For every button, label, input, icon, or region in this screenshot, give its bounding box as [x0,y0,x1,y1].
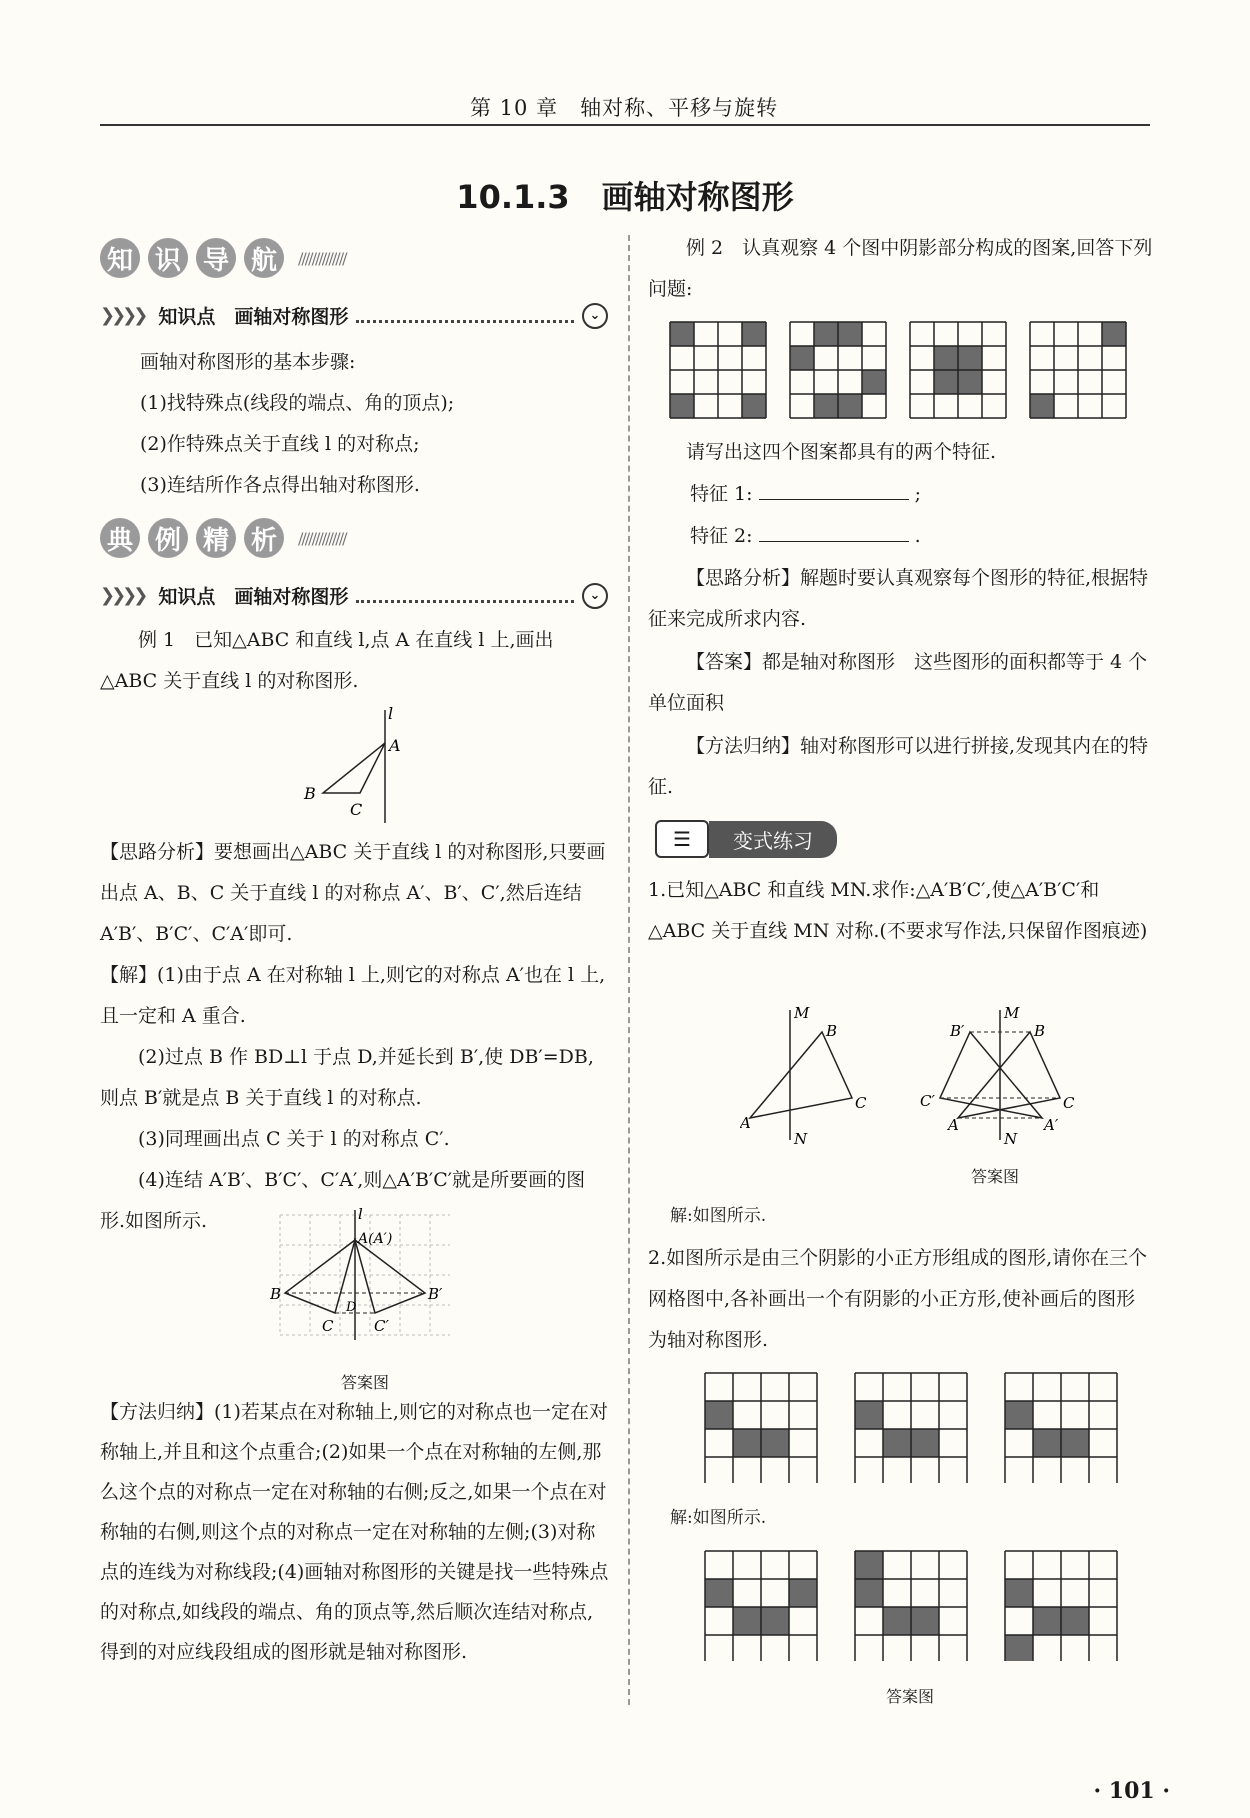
svg-text:C: C [1063,1094,1075,1112]
example-2-analysis: 【思路分析】解题时要认真观察每个图形的特征,根据特征来完成所求内容. [648,567,1149,630]
dotted-leader [356,588,574,603]
label-A: A [389,736,401,755]
section-banner-knowledge [100,238,345,278]
shaded-cell [958,370,982,394]
banner-char: 精 [196,518,236,558]
example-2-question: 请写出这四个图案都具有的两个特征. [686,441,997,463]
shaded-cell [1005,1579,1033,1607]
shaded-cell [934,370,958,394]
question-1-caption: 答案图 [970,1167,1019,1186]
feature-1-row [690,474,990,515]
question-1-figure [740,1000,1110,1150]
banner-decoration: ////////////// [298,528,346,548]
solution-step: (2)过点 B 作 BD⊥l 于点 D,并延长到 B′,使 DB′=DB,则点 B′就是点 B 关于直线 l 的对称点. [100,1046,594,1109]
label-B: B [304,784,316,803]
arrows-icon: ❯❯❯❯ [100,305,145,326]
svg-text:B′: B′ [950,1022,965,1040]
shaded-cell [789,1579,817,1607]
shaded-cell [1033,1429,1061,1457]
solution-step: (3)同理画出点 C 关于 l 的对称点 C′. [138,1128,450,1150]
svg-text:N: N [794,1130,808,1148]
shaded-cell [742,394,766,418]
column-divider [628,235,630,1705]
variant-practice-banner [655,820,837,858]
shaded-cell [1005,1635,1033,1661]
shaded-cell [883,1429,911,1457]
feature-1-end: ; [914,483,922,505]
question-2-answer-grids [700,1546,1130,1661]
shaded-cell [883,1607,911,1635]
shaded-cell [838,322,862,346]
shaded-cell [1005,1401,1033,1429]
dotted-leader [356,308,574,323]
shaded-cell [1030,394,1054,418]
chapter-header: 第 10 章 轴对称、平移与旋转 [470,96,779,120]
shaded-cell [670,322,694,346]
page-title: 10.1.3 画轴对称图形 [456,178,794,216]
question-2-solution: 解:如图所示. [670,1508,767,1528]
label-C: C [350,800,363,819]
shaded-cell [733,1607,761,1635]
notebook-icon: ☰ [655,820,709,858]
label-Bp: B′ [428,1285,443,1303]
question-2-caption: 答案图 [885,1687,934,1706]
knowledge-point-2 [100,582,608,609]
shaded-cell [790,346,814,370]
step-item: (1)找特殊点(线段的端点、角的顶点); [140,392,455,414]
label-A: A(A′) [358,1231,393,1247]
shaded-cell [1061,1607,1089,1635]
example-1-analysis: 【思路分析】要想画出△ABC 关于直线 l 的对称图形,只要画出点 A、B、C 关于直线 l 的对称点 A′、B′、C′,然后连结 A′B′、B′C′、C′A′即可. [100,841,606,945]
knowledge-point-1 [100,302,608,329]
svg-text:N: N [1004,1130,1018,1148]
steps-block [140,342,620,506]
shaded-cell [1033,1607,1061,1635]
banner-char: 典 [100,518,140,558]
svg-text:M: M [794,1004,810,1022]
label-C: C [322,1317,334,1335]
shaded-cell [705,1579,733,1607]
banner-char: 航 [244,238,284,278]
example-2-method: 【方法归纳】轴对称图形可以进行拼接,发现其内在的特征. [648,735,1149,798]
example-2-text: 例 2 认真观察 4 个图中阴影部分构成的图案,回答下列问题: [648,237,1153,300]
knowledge-point-label: 知识点 画轴对称图形 [158,586,349,608]
label-Cp: C′ [374,1317,389,1335]
question-2-grids [700,1368,1130,1483]
banner-char: 导 [196,238,236,278]
header-rule [100,124,1150,126]
label-B: B [270,1285,282,1303]
question-2: 2.如图所示是由三个阴影的小正方形组成的图形,请你在三个网格图中,各补画出一个有阴影的小正方形,使补画后的图形为轴对称图形. [648,1247,1148,1351]
banner-char: 知 [100,238,140,278]
feature-1-label: 特征 1: [690,483,753,505]
shaded-cell [934,346,958,370]
feature-2-blank[interactable] [759,519,909,542]
svg-text:A: A [948,1116,959,1134]
shaded-cell [911,1429,939,1457]
svg-text:A: A [740,1114,751,1132]
svg-text:M: M [1004,1004,1020,1022]
chevron-down-icon: ⌄ [582,303,608,329]
arrows-icon: ❯❯❯❯ [100,585,145,606]
svg-text:B: B [826,1022,838,1040]
solution-step: (4)连结 A′B′、B′C′、C′A′,则△A′B′C′就是所要画的图形.如图所示. [100,1169,586,1232]
svg-text:C′: C′ [920,1092,935,1110]
chevron-down-icon: ⌄ [582,583,608,609]
page-number: · 101 · [1093,1778,1170,1804]
method-summary: 【方法归纳】(1)若某点在对称轴上,则它的对称点也一定在对称轴上,并且和这个点重合;(2)如果一个点在对称轴的左侧,那么这个点的对称点一定在对称轴的右侧;反之,如果一个点在对称轴的右侧,则这个点的对称点一定在对称轴的左侧;(3)对称点的连线为对称线段;(4)画轴对称图形的关键是找一些特殊点的对称点,如线段的端点、角的顶点等,然后顺次连结对称点,得到的对应线段组成的图形就是轴对称图形. [100,1401,609,1663]
banner-char: 例 [148,518,188,558]
label-l: l [388,705,394,723]
shaded-cell [761,1429,789,1457]
figure-answer-grid [270,1205,460,1350]
shaded-cell [855,1551,883,1579]
step-item: (3)连结所作各点得出轴对称图形. [140,474,420,496]
label-D: D [346,1300,357,1315]
svg-text:A′: A′ [1044,1116,1059,1134]
figure-triangle-line [290,705,430,825]
banner-char: 析 [244,518,284,558]
shaded-cell [911,1607,939,1635]
question-1-solution: 解:如图所示. [670,1206,767,1226]
example-1-text: 例 1 已知△ABC 和直线 l,点 A 在直线 l 上,画出△ABC 关于直线 l 的对称图形. [100,629,554,692]
example-1-solution [100,955,610,1242]
feature-2-label: 特征 2: [690,525,753,547]
variant-label: 变式练习 [709,821,837,858]
shaded-cell [705,1401,733,1429]
svg-text:C: C [855,1094,867,1112]
knowledge-point-label: 知识点 画轴对称图形 [158,306,349,328]
shaded-cell [958,346,982,370]
shaded-cell [761,1607,789,1635]
shaded-cell [814,394,838,418]
question-1: 1.已知△ABC 和直线 MN.求作:△A′B′C′,使△A′B′C′和△ABC 关于直线 MN 对称.(不要求写作法,只保留作图痕迹) [648,879,1148,942]
shaded-cell [855,1401,883,1429]
shaded-cell [838,394,862,418]
svg-text:B: B [1034,1022,1046,1040]
section-banner-examples [100,518,345,558]
feature-2-row [690,516,990,557]
shaded-cell [814,322,838,346]
example-2-answer: 【答案】都是轴对称图形 这些图形的面积都等于 4 个单位面积 [648,651,1148,714]
solution-step: 【解】(1)由于点 A 在对称轴 l 上,则它的对称点 A′也在 l 上,且一定和 A 重合. [100,964,606,1027]
step-item: (2)作特殊点关于直线 l 的对称点; [140,433,420,455]
shaded-cell [733,1429,761,1457]
feature-2-end: . [914,525,921,547]
shaded-cell [742,322,766,346]
shaded-cell [1102,322,1126,346]
shaded-cell [855,1579,883,1607]
four-pattern-grids [665,320,1135,420]
shaded-cell [862,370,886,394]
shaded-cell [1061,1429,1089,1457]
banner-char: 识 [148,238,188,278]
feature-1-blank[interactable] [759,477,909,500]
figure-caption: 答案图 [340,1373,389,1392]
shaded-cell [670,394,694,418]
steps-intro: 画轴对称图形的基本步骤: [140,351,356,373]
banner-decoration: ////////////// [298,248,346,268]
label-l: l [358,1205,363,1223]
